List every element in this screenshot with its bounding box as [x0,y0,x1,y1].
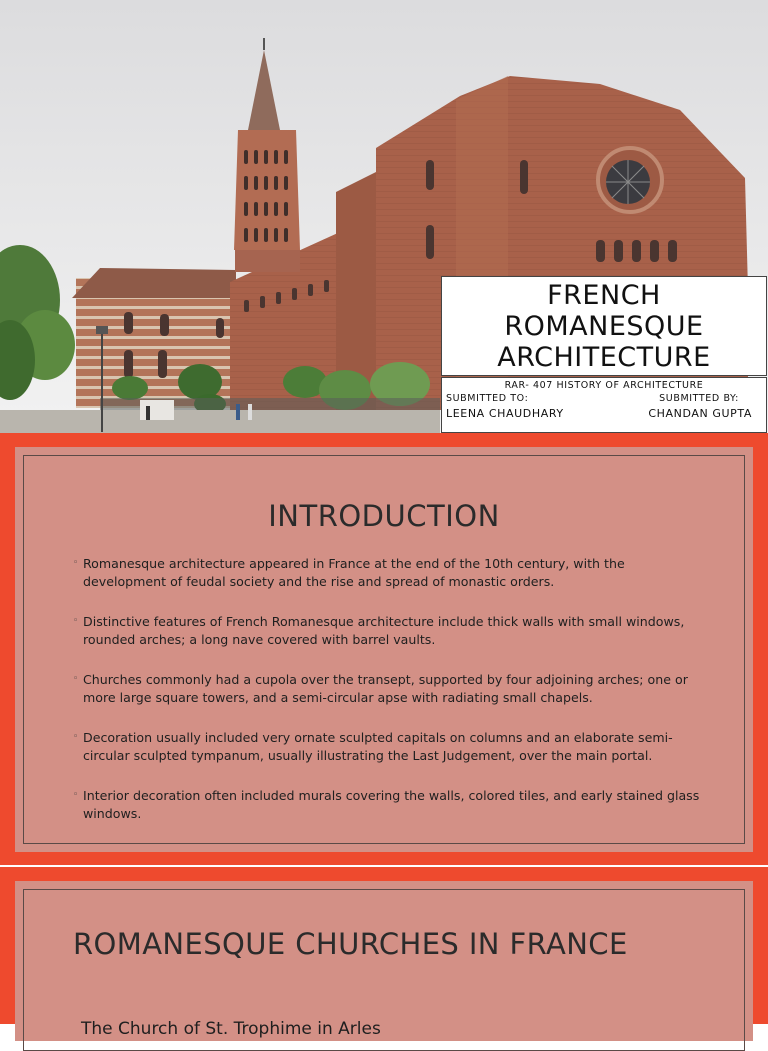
bullet-circle-icon: ◦ [73,790,79,800]
bullet-text: Distinctive features of French Romanesque architecture include thick walls with small windows, rounded arches; a long nave covered with barrel vaults. [83,614,685,647]
bullet-circle-icon: ◦ [73,674,79,684]
submitted-to-name: LEENA CHAUDHARY [446,407,564,420]
cover-slide [0,0,768,433]
bullet-text: Churches commonly had a cupola over the transept, supported by four adjoining arches; one or more large square towers, and a semi-circular apse with radiating small chapels. [83,672,688,705]
submitted-by-name: CHANDAN GUPTA [648,407,752,420]
bullet-text: Decoration usually included very ornate sculpted capitals on columns and an elaborate semi-circular sculpted tympanum, usually illustrating the Last Judgement, over the main portal. [83,730,673,763]
bullet-item [73,787,703,822]
bullet-text: Interior decoration often included murals covering the walls, colored tiles, and early stained glass windows. [83,788,700,821]
title-box [441,276,767,376]
submitted-to-label: SUBMITTED TO: [446,393,529,404]
bullet-item [73,729,703,764]
bullet-circle-icon: ◦ [73,558,79,568]
bullet-text: Romanesque architecture appeared in France at the end of the 10th century, with the development of feudal society and the rise and spread of monastic orders. [83,556,625,589]
churches-heading: ROMANESQUE CHURCHES IN FRANCE [73,927,628,961]
presentation-title: FRENCH ROMANESQUE ARCHITECTURE [497,279,711,373]
introduction-panel [15,447,753,852]
churches-first-item: The Church of St. Trophime in Arles [81,1019,381,1039]
churches-slide [0,867,768,1039]
bullet-item [73,555,703,590]
introduction-heading: INTRODUCTION [268,499,500,533]
introduction-slide [0,433,768,865]
submission-info-box [441,377,767,433]
churches-panel [15,881,753,1041]
bullet-item [73,613,703,648]
course-code: RAR- 407 HISTORY OF ARCHITECTURE [504,380,704,391]
bullet-item [73,671,703,706]
submitted-by-label: SUBMITTED BY: [659,393,739,404]
introduction-bullet-list [73,555,703,845]
bullet-circle-icon: ◦ [73,616,79,626]
bullet-circle-icon: ◦ [73,732,79,742]
